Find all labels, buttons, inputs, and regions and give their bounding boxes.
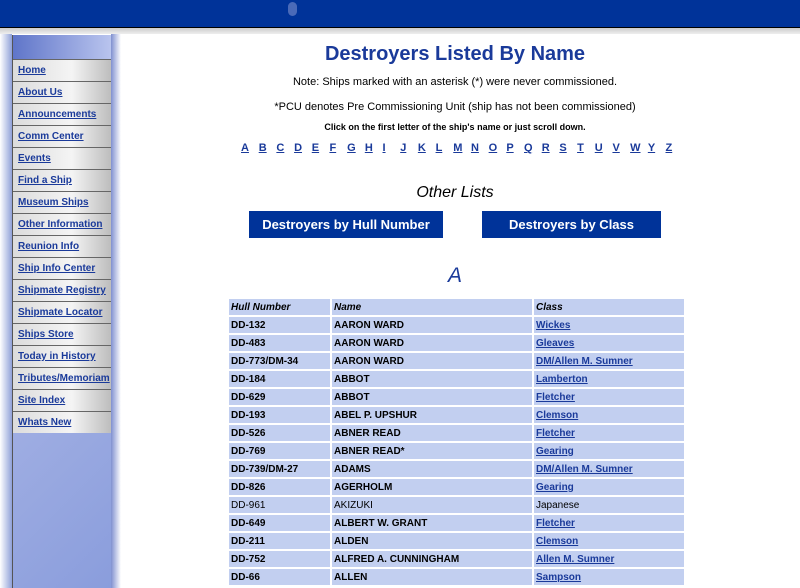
letter-link[interactable]: N (470, 142, 479, 154)
class-cell (534, 479, 684, 495)
nav-link[interactable]: Other Information (18, 219, 103, 230)
name-cell: AGERHOLM (332, 479, 532, 495)
nav-link[interactable]: Tributes/Memoriam (18, 373, 110, 384)
name-cell: ADAMS (332, 461, 532, 477)
hull-cell: DD-961 (229, 497, 330, 513)
letter-link[interactable]: U (594, 142, 603, 154)
letter-link[interactable]: I (382, 142, 386, 154)
nav-item[interactable] (13, 81, 111, 103)
nav-item[interactable] (13, 389, 111, 411)
nav-item[interactable] (13, 235, 111, 257)
col-class: Class (534, 299, 684, 315)
nav-link[interactable]: About Us (18, 87, 63, 98)
name-cell: ABEL P. UPSHUR (332, 407, 532, 423)
nav-link[interactable]: Ship Info Center (18, 263, 96, 274)
class-link[interactable]: DM/Allen M. Sumner (536, 355, 633, 367)
letter-link[interactable]: D (294, 142, 303, 154)
name-cell: AARON WARD (332, 353, 532, 369)
letter-link[interactable]: K (417, 142, 426, 154)
class-cell (534, 353, 684, 369)
letter-link[interactable]: L (435, 142, 443, 154)
class-link[interactable]: Fletcher (536, 427, 575, 439)
table-row (229, 515, 684, 531)
sidebar-shadow (111, 34, 121, 588)
note-asterisk: Note: Ships marked with an asterisk (*) were never commissioned. (292, 76, 617, 88)
class-link[interactable]: Wickes (536, 319, 571, 331)
nav-link[interactable]: Shipmate Registry (18, 285, 106, 296)
nav-item[interactable] (13, 367, 111, 389)
class-link[interactable]: DM/Allen M. Sumner (536, 463, 633, 475)
letter-link[interactable]: G (347, 142, 356, 154)
class-cell (534, 335, 684, 351)
hull-cell: DD-66 (229, 569, 330, 585)
name-cell: AARON WARD (332, 317, 532, 333)
instruction: Click on the first letter of the ship's name or just scroll down. (324, 122, 586, 132)
sidebar-header (13, 35, 111, 59)
nav-link[interactable]: Shipmate Locator (18, 307, 103, 318)
hull-cell: DD-649 (229, 515, 330, 531)
hull-cell: DD-629 (229, 389, 330, 405)
hull-cell: DD-526 (229, 425, 330, 441)
class-link[interactable]: Allen M. Sumner (536, 553, 615, 565)
nav-link[interactable]: Events (18, 153, 51, 164)
class-link[interactable]: Fletcher (536, 517, 575, 529)
nav-link[interactable]: Comm Center (18, 131, 84, 142)
class-link[interactable]: Gearing (536, 481, 574, 493)
col-hull: Hull Number (229, 299, 330, 315)
table-row (229, 335, 684, 351)
letter-link[interactable]: A (241, 142, 249, 154)
nav-item[interactable] (13, 191, 111, 213)
letter-link[interactable]: J (400, 142, 407, 154)
table-row (229, 461, 684, 477)
hull-cell: DD-752 (229, 551, 330, 567)
note-pcu: *PCU denotes Pre Commissioning Unit (ship has not been commissioned) (274, 101, 636, 113)
letter-link[interactable]: O (488, 142, 498, 154)
table-row (229, 353, 684, 369)
nav-link[interactable]: Announcements (18, 109, 97, 120)
name-cell: AKIZUKI (332, 497, 532, 513)
name-cell: ABBOT (332, 389, 532, 405)
table-row (229, 371, 684, 387)
page-title: Destroyers Listed By Name (324, 43, 586, 65)
hull-cell: DD-193 (229, 407, 330, 423)
letter-link[interactable]: Y (647, 142, 656, 154)
nav-link[interactable]: Find a Ship (18, 175, 72, 186)
nav-link[interactable]: Museum Ships (18, 197, 89, 208)
letter-link[interactable]: P (506, 142, 514, 154)
letter-link[interactable]: C (276, 142, 285, 154)
col-name: Name (332, 299, 532, 315)
letter-link[interactable]: S (559, 142, 567, 154)
nav-item[interactable] (13, 125, 111, 147)
class-button[interactable]: Destroyers by Class (482, 211, 661, 238)
nav-item[interactable] (13, 213, 111, 235)
nav-item[interactable] (13, 59, 111, 81)
nav-link[interactable]: Reunion Info (18, 241, 80, 252)
class-cell (534, 407, 684, 423)
table-row (229, 479, 684, 495)
table-row (229, 407, 684, 423)
name-cell: ALDEN (332, 533, 532, 549)
name-cell: ALFRED A. CUNNINGHAM (332, 551, 532, 567)
nav-item[interactable] (13, 411, 111, 433)
letter-link[interactable]: E (311, 142, 320, 154)
class-link[interactable]: Clemson (536, 409, 579, 421)
nav-item[interactable] (13, 345, 111, 367)
left-edge (0, 34, 12, 588)
nav-item[interactable] (13, 301, 111, 323)
hull-cell: DD-483 (229, 335, 330, 351)
table-row (229, 443, 684, 459)
hull-cell: DD-769 (229, 443, 330, 459)
hull-cell: DD-184 (229, 371, 330, 387)
nav-item[interactable] (13, 279, 111, 301)
name-cell: ALLEN (332, 569, 532, 585)
class-cell (534, 425, 684, 441)
class-cell (534, 461, 684, 477)
class-link[interactable]: Gearing (536, 445, 574, 457)
nav-item[interactable] (13, 257, 111, 279)
letter-link[interactable]: V (612, 142, 620, 154)
name-cell: ABNER READ (332, 425, 532, 441)
letter-link[interactable]: Q (524, 142, 533, 154)
table-row (229, 569, 684, 585)
nav-link[interactable]: Today in History (18, 351, 96, 362)
name-cell: ABNER READ* (332, 443, 532, 459)
hull-cell: DD-826 (229, 479, 330, 495)
class-link[interactable]: Sampson (536, 571, 582, 583)
letter-link[interactable]: B (258, 142, 267, 154)
nav-link[interactable]: Whats New (18, 417, 72, 428)
table-row (229, 425, 684, 441)
table-row (229, 533, 684, 549)
letter-link[interactable]: Z (665, 142, 673, 154)
hull-cell: DD-739/DM-27 (229, 461, 330, 477)
table-row (229, 389, 684, 405)
letter-link[interactable]: H (364, 142, 373, 154)
nav-link[interactable]: Site Index (18, 395, 66, 406)
other-lists-heading: Other Lists (416, 184, 494, 201)
sidebar-nav (12, 35, 112, 588)
letter-link[interactable]: F (329, 142, 337, 154)
class-cell (534, 497, 684, 513)
section-heading: A (447, 264, 462, 287)
nav-item[interactable] (13, 147, 111, 169)
class-cell (534, 443, 684, 459)
hull-cell: DD-211 (229, 533, 330, 549)
hull-cell: DD-132 (229, 317, 330, 333)
letter-link[interactable]: R (541, 142, 550, 154)
class-text: Japanese (536, 499, 580, 511)
class-cell (534, 389, 684, 405)
class-link[interactable]: Clemson (536, 535, 579, 547)
nav-link[interactable]: Ships Store (18, 329, 74, 340)
letter-link[interactable]: W (630, 142, 641, 154)
letter-index (241, 142, 683, 154)
nav-item[interactable] (13, 103, 111, 125)
top-banner (0, 0, 800, 28)
nav-item[interactable] (13, 323, 111, 345)
class-cell (534, 371, 684, 387)
class-cell (534, 551, 684, 567)
table-row (229, 497, 684, 513)
table-row (229, 317, 684, 333)
class-cell (534, 515, 684, 531)
destroyer-table (227, 297, 686, 587)
name-cell: AARON WARD (332, 335, 532, 351)
hull-number-button[interactable]: Destroyers by Hull Number (249, 211, 443, 238)
table-row (229, 551, 684, 567)
class-link[interactable]: Gleaves (536, 337, 575, 349)
class-cell (534, 533, 684, 549)
hull-cell: DD-773/DM-34 (229, 353, 330, 369)
nav-link[interactable]: Home (18, 65, 46, 76)
name-cell: ALBERT W. GRANT (332, 515, 532, 531)
class-link[interactable]: Lamberton (536, 373, 588, 385)
nav-item[interactable] (13, 169, 111, 191)
name-cell: ABBOT (332, 371, 532, 387)
class-cell (534, 569, 684, 585)
class-link[interactable]: Fletcher (536, 391, 575, 403)
letter-link[interactable]: T (577, 142, 584, 154)
letter-link[interactable]: M (453, 142, 463, 154)
banner-ornament (288, 2, 297, 16)
class-cell (534, 317, 684, 333)
